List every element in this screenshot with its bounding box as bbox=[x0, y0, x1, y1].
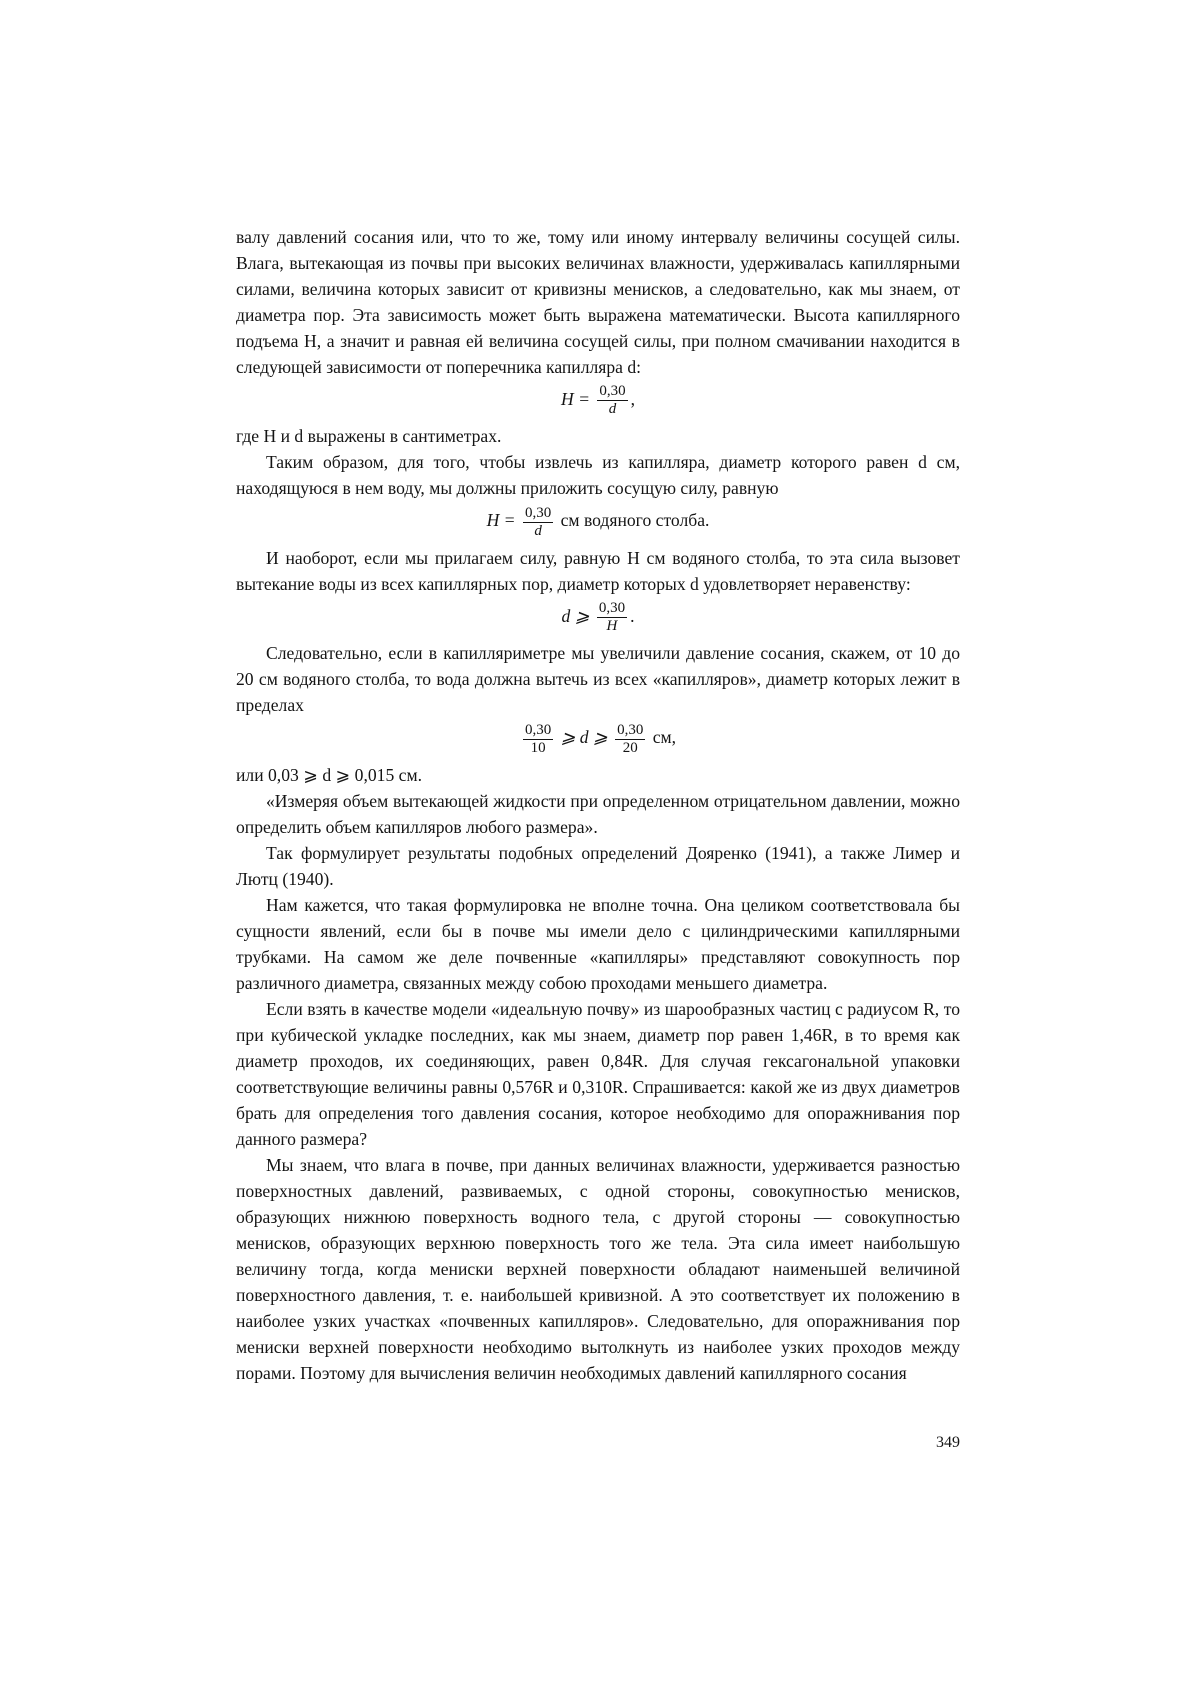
formula-4-numerator-right: 0,30 bbox=[617, 721, 644, 738]
formula-1 bbox=[236, 384, 960, 417]
formula-3-lhs: d ⩾ bbox=[561, 605, 594, 626]
formula-1-denominator: d bbox=[608, 401, 617, 418]
main-text bbox=[236, 224, 960, 1386]
formula-3-tail: . bbox=[630, 605, 635, 626]
paragraph-2: где H и d выражены в сантиметрах. bbox=[236, 426, 502, 447]
formula-1-fraction bbox=[597, 384, 627, 417]
formula-3-denominator: H bbox=[606, 618, 618, 635]
paragraph-8: Так формулирует результаты подобных определений Доярeнко (1941), а также Лимер и Лютц (1940). bbox=[236, 842, 960, 889]
formula-4-denominator-right: 20 bbox=[622, 739, 638, 756]
formula-4-fraction-right bbox=[615, 723, 645, 756]
paragraph-11: Мы знаем, что влага в почве, при данных величинах влажности, удерживается разностью поверхностных давлений, развиваемых, с одной стороны, совокупностью менисков, образующих нижнюю поверхность водного тела, с другой стороны — совокупностью менисков, образующих верхнюю поверхность того же тела. Эта сила имеет наибольшую величину тогда, когда мениски верхней поверхности обладают наименьшей величиной поверхностного давления, т. е. наибольшей кривизной. А это соответствует их положению в наиболее узких участках «почвенных капилляров». Следовательно, для опоражнивания пор мениски верхней поверхности необходимо вытолкнуть из наиболее узких проходов между порами. Поэтому для вычисления величин необходимых давлений капиллярного сосания bbox=[236, 1154, 960, 1383]
paragraph-10: Если взять в качестве модели «идеальную почву» из шарообразных частиц с радиусом R, то при кубической укладке последних, как мы знаем, диаметр пор равен 1,46R, в то время как диаметр проходов, их соединяющих, равен 0,84R. Для случая гексагональной упаковки соответствующие величины равны 0,576R и 0,310R. Спрашивается: какой же из двух диаметров брать для определения того давления сосания, которое необходимо для опоражнивания пор данного размера? bbox=[236, 998, 960, 1149]
formula-4-numerator-left: 0,30 bbox=[524, 721, 552, 738]
formula-2-tail: см водяного столба. bbox=[556, 510, 710, 531]
page-number: 349 bbox=[936, 1434, 960, 1451]
formula-1-lhs: H = bbox=[560, 389, 595, 409]
paragraph-9: Нам кажется, что такая формулировка не вполне точна. Она целиком соответствовала бы сущности явлений, если бы в почве мы имели дело с цилиндрическими капиллярными трубками. На самом же деле почвенные «капилляры» представляют совокупность пор различного диаметра, связанных между собою проходами меньшего диаметра. bbox=[236, 894, 960, 993]
formula-3-numerator: 0,30 bbox=[598, 600, 626, 617]
formula-4-fraction-left bbox=[523, 723, 553, 756]
paragraph-3: Таким образом, для того, чтобы извлечь из капилляра, диаметр которого равен d см, находящуюся в нем воду, мы должны приложить сосущую силу, равную bbox=[236, 452, 960, 499]
formula-2 bbox=[236, 505, 960, 538]
formula-3-fraction bbox=[597, 601, 627, 634]
formula-2-fraction bbox=[523, 506, 553, 539]
paragraph-7-quote: «Измеряя объем вытекающей жидкости при определенном отрицательном давлении, можно определить объем капилляров любого размера». bbox=[236, 790, 960, 837]
formula-2-denominator: d bbox=[534, 522, 542, 539]
formula-4-tail: см, bbox=[648, 727, 677, 748]
paragraph-5: Следовательно, если в капилляриметре мы увеличили давление сосания, скажем, от 10 до 20 см водяного столба, то вода должна вытечь из всех «капилляров», диаметр которых лежит в пределах bbox=[236, 643, 960, 716]
formula-2-numerator: 0,30 bbox=[524, 504, 552, 521]
formula-1-numerator: 0,30 bbox=[599, 383, 626, 400]
formula-4-denominator-left: 10 bbox=[530, 739, 546, 756]
paragraph-6: или 0,03 ⩾ d ⩾ 0,015 см. bbox=[236, 764, 422, 785]
formula-4-middle: ⩾ d ⩾ bbox=[556, 727, 613, 748]
formula-4 bbox=[236, 722, 960, 755]
formula-3 bbox=[236, 601, 960, 634]
paragraph-4: И наоборот, если мы прилагаем силу, равную H см водяного столба, то эта сила вызовет вытекание воды из всех капиллярных пор, диаметр которых d удовлетворяет неравенству: bbox=[236, 547, 960, 594]
formula-1-tail: , bbox=[630, 389, 636, 409]
paragraph-1: валу давлений сосания или, что то же, тому или иному интервалу величины сосущей силы. Влага, вытекающая из почвы при высоких величинах влажности, удерживалась капиллярными силами, величина которых зависит от кривизны менисков, а следовательно, как мы знаем, от диаметра пор. Эта зависимость может быть выражена математически. Высота капиллярного подъема H, а значит и равная ей величина сосущей силы, при полном смачивании находится в следующей зависимости от поперечника капилляра d: bbox=[236, 227, 960, 377]
formula-2-lhs: H = bbox=[486, 510, 520, 531]
